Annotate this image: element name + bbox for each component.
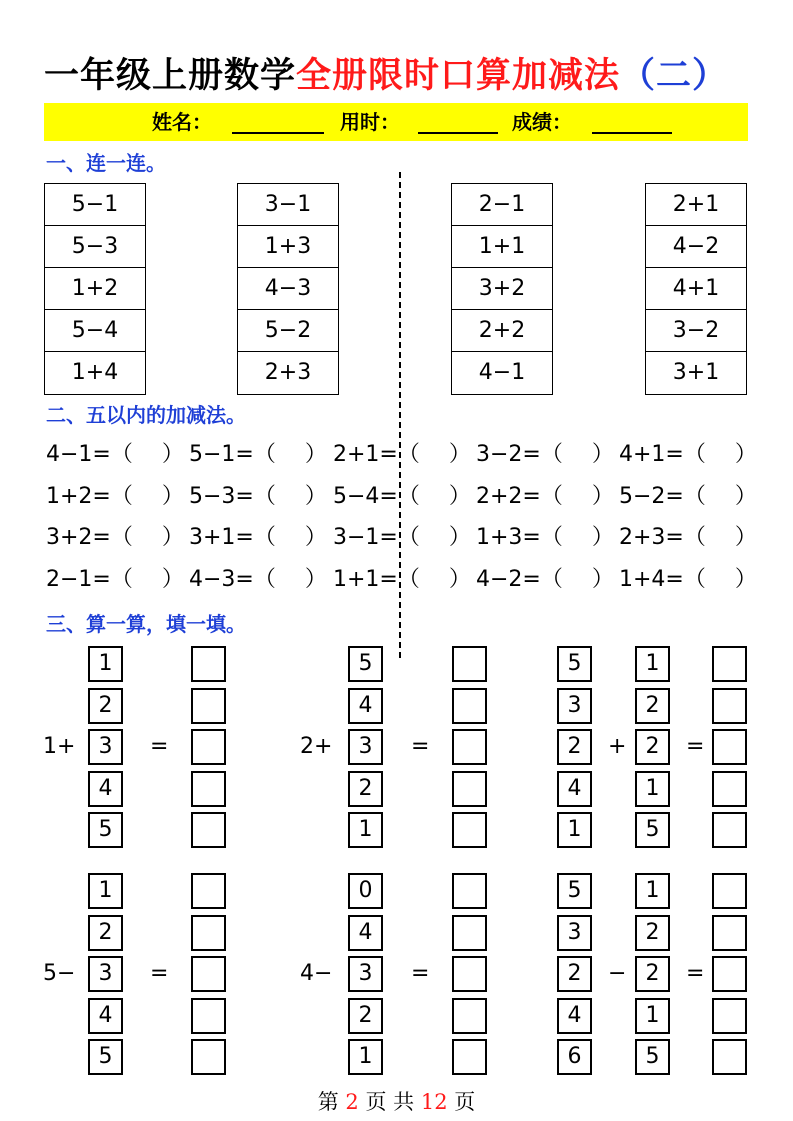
fill-prefix: 2+ — [300, 734, 333, 759]
footer-post: 页 — [447, 1090, 476, 1114]
match-item[interactable]: 2+2 — [452, 310, 552, 352]
equation-row — [46, 480, 766, 514]
match-column — [44, 183, 146, 395]
match-column — [237, 183, 339, 395]
section-heading-match: 一、连一连。 — [46, 151, 166, 175]
match-item[interactable]: 5−3 — [45, 226, 145, 268]
match-item[interactable]: 5−4 — [45, 310, 145, 352]
number-box: 5 — [88, 812, 123, 848]
match-item[interactable]: 4−1 — [478, 360, 526, 385]
number-box: 4 — [88, 998, 123, 1034]
equation-row — [46, 438, 766, 472]
section-heading-arith: 二、五以内的加减法。 — [46, 403, 246, 427]
operator-sign: + — [608, 734, 627, 759]
number-box: 3 — [557, 915, 592, 951]
answer-box[interactable] — [712, 915, 747, 951]
number-box: 4 — [88, 771, 123, 807]
answer-box[interactable] — [712, 956, 747, 992]
section-heading-fill: 三、算一算，填一填。 — [46, 612, 246, 636]
operator-sign: − — [608, 961, 627, 986]
match-item[interactable]: 1+1 — [452, 226, 552, 268]
match-item[interactable]: 4−2 — [646, 226, 746, 268]
footer-current-page: 2 — [345, 1090, 359, 1114]
equation-row — [46, 563, 766, 597]
number-box: 1 — [635, 646, 670, 682]
match-item[interactable]: 3−2 — [646, 310, 746, 352]
number-box: 6 — [557, 1039, 592, 1075]
answer-box[interactable] — [452, 729, 487, 765]
answer-box[interactable] — [452, 771, 487, 807]
number-box: 3 — [88, 956, 123, 992]
answer-box[interactable] — [191, 956, 226, 992]
time-label: 用时： — [340, 110, 400, 134]
number-box: 5 — [557, 646, 592, 682]
answer-box[interactable] — [191, 915, 226, 951]
footer-mid: 页 共 — [358, 1090, 421, 1114]
answer-box[interactable] — [191, 998, 226, 1034]
number-box: 1 — [348, 812, 383, 848]
equation-item[interactable]: 1+4=（ ） — [619, 567, 757, 592]
score-label: 成绩： — [512, 110, 572, 134]
equation-item[interactable]: 3−2=（ ） — [476, 442, 614, 467]
answer-box[interactable] — [712, 771, 747, 807]
number-box: 5 — [348, 646, 383, 682]
equation-item[interactable]: 1+1=（ ） — [333, 567, 471, 592]
match-column — [451, 183, 553, 395]
name-label: 姓名： — [152, 110, 212, 134]
number-box: 5 — [88, 1039, 123, 1075]
answer-box[interactable] — [712, 729, 747, 765]
answer-box[interactable] — [191, 812, 226, 848]
answer-box[interactable] — [191, 729, 226, 765]
answer-box[interactable] — [191, 688, 226, 724]
number-box: 2 — [557, 729, 592, 765]
number-box: 5 — [557, 873, 592, 909]
score-field[interactable] — [592, 132, 672, 134]
number-box: 3 — [348, 729, 383, 765]
title-topic: 全册限时口算加减法 — [296, 56, 621, 96]
equals-sign: = — [150, 734, 169, 759]
match-item[interactable]: 4+1 — [646, 268, 746, 310]
number-box: 2 — [635, 729, 670, 765]
number-box: 2 — [635, 956, 670, 992]
equation-item[interactable]: 3+2=（ ） — [46, 525, 184, 550]
answer-box[interactable] — [452, 956, 487, 992]
name-field[interactable] — [232, 132, 324, 134]
number-box: 1 — [635, 771, 670, 807]
match-item[interactable]: 3+2 — [452, 268, 552, 310]
number-box: 3 — [348, 956, 383, 992]
answer-box[interactable] — [712, 812, 747, 848]
number-box: 2 — [348, 998, 383, 1034]
number-box: 2 — [88, 915, 123, 951]
answer-box[interactable] — [452, 998, 487, 1034]
number-box: 2 — [635, 688, 670, 724]
fill-prefix: 4− — [300, 961, 333, 986]
number-box: 2 — [635, 915, 670, 951]
answer-box[interactable] — [191, 1039, 226, 1075]
number-box: 4 — [348, 688, 383, 724]
equation-item[interactable]: 4−2=（ ） — [476, 567, 614, 592]
match-item[interactable]: 2−1 — [452, 184, 552, 226]
fill-prefix: 1+ — [43, 734, 76, 759]
footer-pre: 第 — [317, 1090, 346, 1114]
match-item[interactable]: 2+3 — [264, 360, 312, 385]
page-footer — [0, 1086, 793, 1116]
match-column — [645, 183, 747, 395]
info-bar — [44, 103, 748, 141]
equation-item[interactable]: 4−1=（ ） — [46, 442, 184, 467]
title-number: （二） — [620, 56, 729, 96]
answer-box[interactable] — [712, 646, 747, 682]
answer-box[interactable] — [452, 873, 487, 909]
number-box: 1 — [635, 873, 670, 909]
equation-row — [46, 521, 766, 555]
number-box: 0 — [348, 873, 383, 909]
number-box: 5 — [635, 812, 670, 848]
answer-box[interactable] — [712, 1039, 747, 1075]
answer-box[interactable] — [191, 771, 226, 807]
time-field[interactable] — [418, 132, 498, 134]
match-item[interactable]: 3−1 — [238, 184, 338, 226]
equation-item[interactable]: 1+3=（ ） — [476, 525, 614, 550]
page-title — [44, 48, 728, 98]
number-box: 1 — [557, 812, 592, 848]
match-item[interactable]: 1+4 — [71, 360, 119, 385]
number-box: 2 — [557, 956, 592, 992]
fill-prefix: 5− — [43, 961, 76, 986]
equation-item[interactable]: 4−3=（ ） — [189, 567, 327, 592]
equation-item[interactable]: 5−4=（ ） — [333, 484, 471, 509]
equation-item[interactable]: 2−1=（ ） — [46, 567, 184, 592]
equals-sign: = — [411, 961, 430, 986]
answer-box[interactable] — [712, 998, 747, 1034]
match-item[interactable]: 1+2 — [45, 268, 145, 310]
answer-box[interactable] — [452, 1039, 487, 1075]
match-item[interactable]: 5−2 — [238, 310, 338, 352]
equation-item[interactable]: 2+3=（ ） — [619, 525, 757, 550]
answer-box[interactable] — [452, 688, 487, 724]
answer-box[interactable] — [452, 812, 487, 848]
equation-item[interactable]: 2+1=（ ） — [333, 442, 471, 467]
answer-box[interactable] — [191, 646, 226, 682]
number-box: 1 — [635, 998, 670, 1034]
equation-item[interactable]: 2+2=（ ） — [476, 484, 614, 509]
equals-sign: = — [411, 734, 430, 759]
title-grade: 一年级上册数学 — [44, 56, 297, 96]
match-item[interactable]: 2+1 — [646, 184, 746, 226]
answer-box[interactable] — [452, 646, 487, 682]
footer-total-pages: 12 — [420, 1090, 448, 1114]
equation-item[interactable]: 3+1=（ ） — [189, 525, 327, 550]
number-box: 4 — [348, 915, 383, 951]
equals-sign: = — [150, 961, 169, 986]
number-box: 5 — [635, 1039, 670, 1075]
number-box: 4 — [557, 771, 592, 807]
answer-box[interactable] — [191, 873, 226, 909]
equals-sign: = — [686, 734, 705, 759]
number-box: 1 — [88, 646, 123, 682]
number-box: 3 — [88, 729, 123, 765]
equation-item[interactable]: 4+1=（ ） — [619, 442, 757, 467]
number-box: 3 — [557, 688, 592, 724]
answer-box[interactable] — [452, 915, 487, 951]
match-item[interactable]: 1+3 — [238, 226, 338, 268]
number-box: 1 — [348, 1039, 383, 1075]
answer-box[interactable] — [712, 873, 747, 909]
number-box: 2 — [348, 771, 383, 807]
match-item[interactable]: 4−3 — [238, 268, 338, 310]
equation-item[interactable]: 3−1=（ ） — [333, 525, 471, 550]
answer-box[interactable] — [712, 688, 747, 724]
number-box: 2 — [88, 688, 123, 724]
match-item[interactable]: 5−1 — [45, 184, 145, 226]
equals-sign: = — [686, 961, 705, 986]
number-box: 4 — [557, 998, 592, 1034]
equation-item[interactable]: 5−1=（ ） — [189, 442, 327, 467]
equation-item[interactable]: 5−3=（ ） — [189, 484, 327, 509]
number-box: 1 — [88, 873, 123, 909]
match-item[interactable]: 3+1 — [672, 360, 720, 385]
equation-item[interactable]: 1+2=（ ） — [46, 484, 184, 509]
equation-item[interactable]: 5−2=（ ） — [619, 484, 757, 509]
